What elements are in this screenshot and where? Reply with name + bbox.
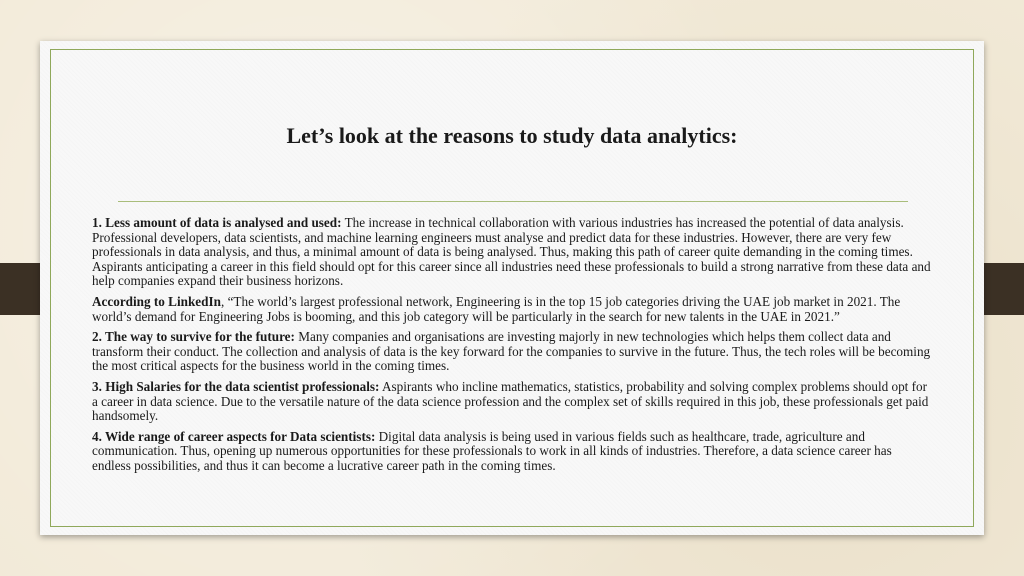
paragraph-text: The increase in technical collaboration with various industries has increased the potential of data analysis. Professional developers, data scientists, and machine learning engineers must analyse and predict data for these industries. However, there are very few professionals in data analysis, and thus, a minimal amount of data is being analysed. Thus, making this path of career quite demanding in the coming times. Aspirants anticipating a career in this field should opt for this career since all industries need these professionals to build a strong narrative from these data and help companies expand their business horizons. (92, 215, 931, 289)
paragraph-heading: 4. Wide range of career aspects for Data scientists: (92, 428, 376, 444)
paragraph-text: , “The world’s largest professional network, Engineering is in the top 15 job categories driving the UAE job market in 2021. The world’s demand for Engineering Jobs is booming, and this job category will be particularly in the search for new talents in the UAE in 2021.” (92, 293, 901, 324)
paragraph-heading: 3. High Salaries for the data scientist professionals: (92, 378, 380, 394)
paragraph-text: Many companies and organisations are investing majorly in new technologies which helps them collect data and transform their conduct. The collection and analysis of data is the key forward for the companies to survive in the future. Thus, the tech roles will be becoming the most critical aspects for the business world in the coming times. (92, 329, 931, 374)
paragraph-survive-future (92, 330, 932, 374)
paragraph-text: Digital data analysis is being used in various fields such as healthcare, trade, agriculture and communication. Thus, opening up numerous opportunities for these professionals to work in all kinds of industries. Therefore, a data science career has endless possibilities, and thus it can become a lucrative career path in the coming times. (92, 428, 892, 473)
paragraph-heading: 2. The way to survive for the future: (92, 329, 295, 345)
paragraph-high-salaries (92, 380, 932, 424)
paragraph-career-aspects (92, 430, 932, 474)
paragraph-linkedin-quote (92, 295, 932, 324)
slide (40, 41, 984, 535)
slide-title: Let’s look at the reasons to study data analytics: (286, 123, 738, 148)
paragraph-less-data-analysed (92, 216, 932, 289)
paragraph-heading: 1. Less amount of data is analysed and used: (92, 215, 342, 230)
paragraph-text: Aspirants who incline mathematics, statistics, probability and solving complex problems should opt for a career in data science. Due to the versatile nature of the data science profession and the complex set of skills required in this job, these professionals get paid handsomely. (92, 378, 929, 424)
paragraph-heading: According to LinkedIn (92, 293, 221, 309)
title-divider (118, 201, 908, 202)
slide-content (92, 216, 932, 480)
